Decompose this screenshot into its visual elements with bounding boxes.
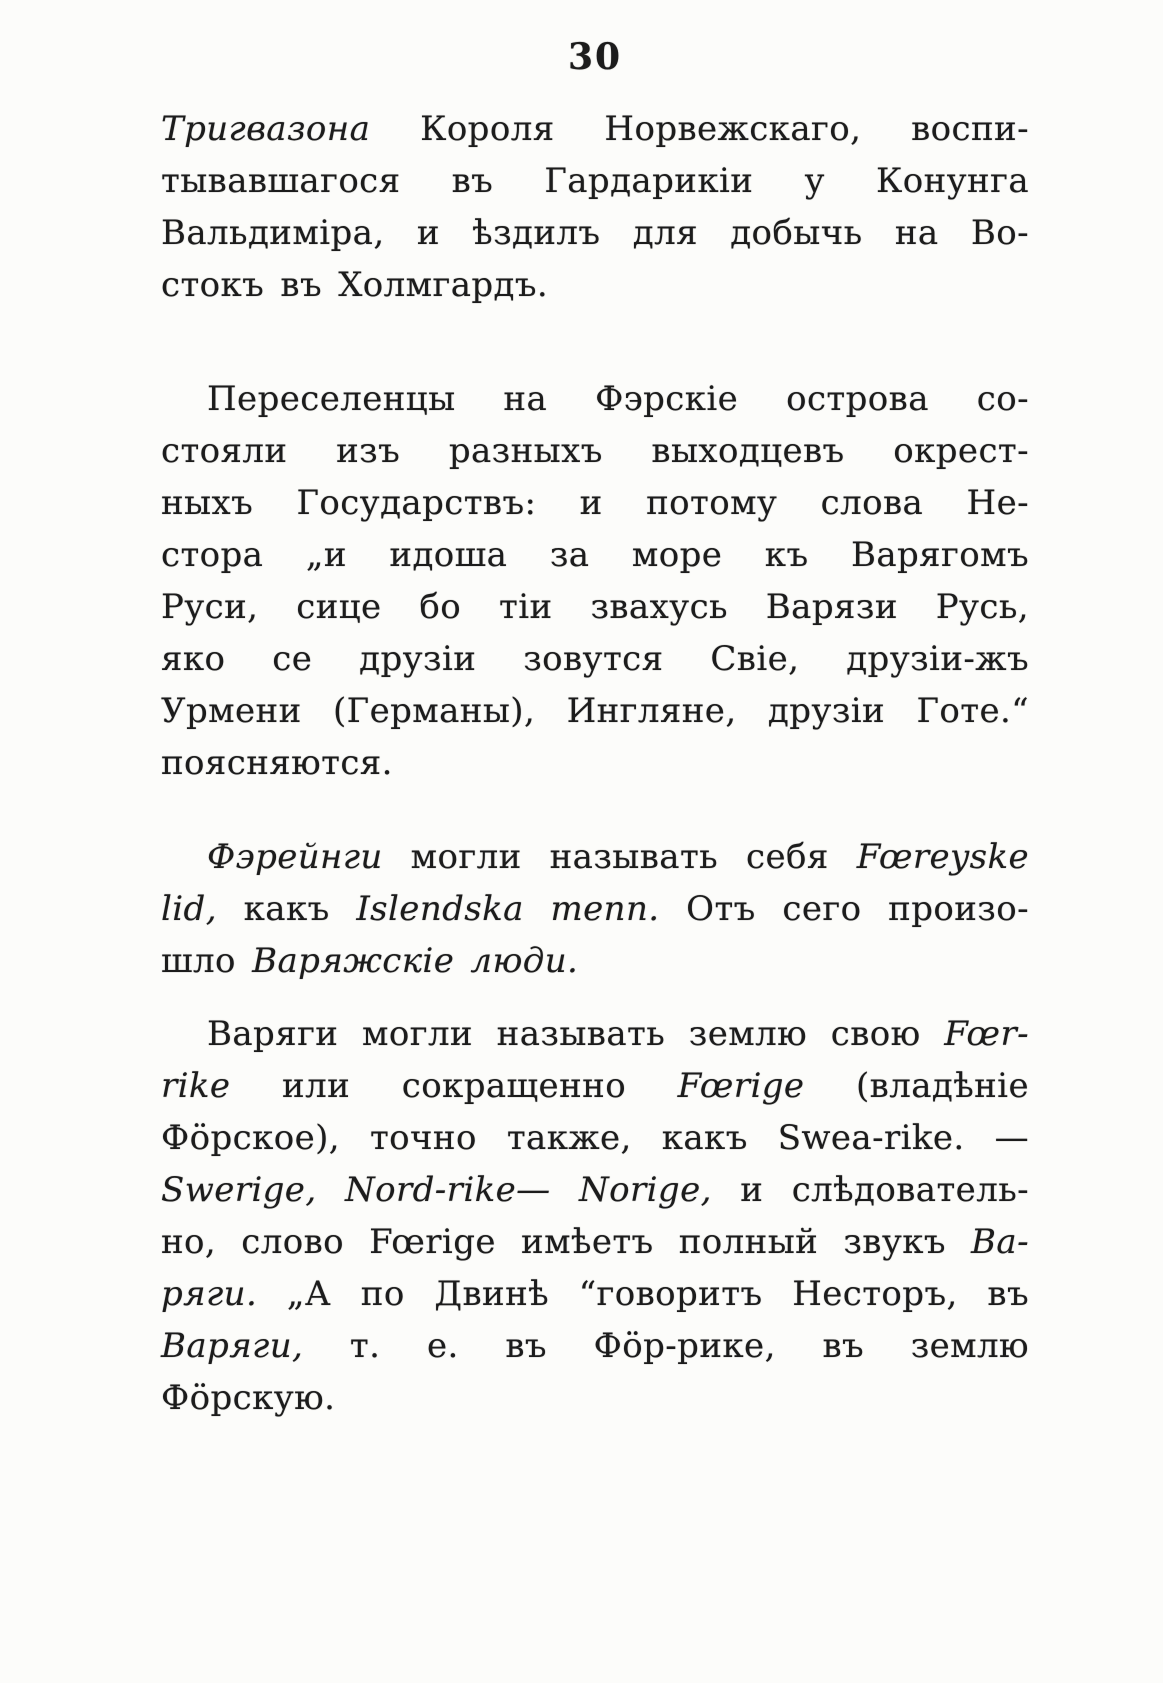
italic-text-segment: Fœrige [677, 1066, 805, 1106]
italic-text-segment: rike [161, 1066, 231, 1106]
roman-text-segment: стора „и идоша за море къ Варягомъ [161, 535, 1029, 575]
roman-text-segment: Отъ сего произо- [659, 889, 1029, 929]
page-number: 30 [567, 36, 623, 78]
italic-text-segment: lid, [161, 889, 217, 929]
roman-text-segment: Вальдиміра, и ѣздилъ для добычь на Во- [161, 213, 1029, 253]
roman-text-segment: (владѣніе [804, 1066, 1029, 1106]
text-block [161, 103, 1029, 1424]
roman-text-segment: стокъ въ Холмгардъ. [161, 265, 549, 305]
roman-text-segment: Варяги могли называть землю свою [207, 1014, 945, 1054]
text-line [161, 581, 1029, 633]
text-line [161, 1164, 1029, 1216]
italic-text-segment: Fœr- [944, 1014, 1029, 1054]
text-line [161, 155, 1029, 207]
paragraph [161, 373, 1029, 789]
text-line [161, 1112, 1029, 1164]
text-line [161, 529, 1029, 581]
text-line [161, 373, 1029, 425]
text-line [161, 1268, 1029, 1320]
roman-text-segment: могли называть себя [382, 837, 857, 877]
italic-text-segment: Fœreyske [856, 837, 1029, 877]
roman-text-segment: Короля Норвежскаго, воспи- [370, 109, 1029, 149]
roman-text-segment: какъ [216, 889, 357, 929]
italic-text-segment: Swerige, Nord-rike— Norige, [161, 1170, 712, 1210]
italic-text-segment: Islendska menn. [356, 889, 660, 929]
italic-text-segment: Ва- [971, 1222, 1029, 1262]
text-line [161, 1372, 1029, 1424]
paragraph [161, 831, 1029, 987]
italic-text-segment: Варяжскіе люди. [252, 941, 579, 981]
text-line [161, 103, 1029, 155]
paragraph [161, 103, 1029, 311]
italic-text-segment: Фэрейнги [207, 837, 383, 877]
roman-text-segment: Фöрское), точно также, какъ Swea-rike. — [161, 1118, 1029, 1158]
text-line [161, 477, 1029, 529]
roman-text-segment: ныхъ Государствъ: и потому слова Не- [161, 483, 1029, 523]
paragraph [161, 1008, 1029, 1424]
roman-text-segment: Переселенцы на Фэрскіе острова со- [207, 379, 1029, 419]
italic-text-segment: ряги. [161, 1274, 258, 1314]
roman-text-segment: поясняются. [161, 743, 393, 783]
text-line [161, 259, 1029, 311]
roman-text-segment: и слѣдователь- [711, 1170, 1029, 1210]
text-line [161, 737, 1029, 789]
italic-text-segment: Варяги, [161, 1326, 304, 1366]
text-line [161, 685, 1029, 737]
roman-text-segment: Урмени (Германы), Ингляне, друзіи Готе.“ [161, 691, 1029, 731]
roman-text-segment: или сокращенно [230, 1066, 678, 1106]
roman-text-segment: т. е. въ Фöр-рике, въ землю [303, 1326, 1029, 1366]
roman-text-segment: шло [161, 941, 253, 981]
roman-text-segment: яко се друзіи зовутся Свіе, друзіи-жъ [161, 639, 1029, 679]
text-line [161, 883, 1029, 935]
roman-text-segment: тывавшагося въ Гардарикіи у Конунга [161, 161, 1029, 201]
text-line [161, 1320, 1029, 1372]
italic-text-segment: Тригвазона [161, 109, 371, 149]
text-line [161, 1008, 1029, 1060]
roman-text-segment: но, слово Fœrige имѣетъ полный звукъ [161, 1222, 972, 1262]
text-line [161, 1216, 1029, 1268]
text-line [161, 207, 1029, 259]
text-line [161, 1060, 1029, 1112]
roman-text-segment: Руси, сице бо тіи звахусь Варязи Русь, [161, 587, 1029, 627]
text-line [161, 935, 1029, 987]
roman-text-segment: „А по Двинѣ “говоритъ Несторъ, въ [257, 1274, 1029, 1314]
roman-text-segment: Фöрскую. [161, 1378, 336, 1418]
text-line [161, 831, 1029, 883]
roman-text-segment: стояли изъ разныхъ выходцевъ окрест- [161, 431, 1029, 471]
text-line [161, 633, 1029, 685]
text-line [161, 425, 1029, 477]
